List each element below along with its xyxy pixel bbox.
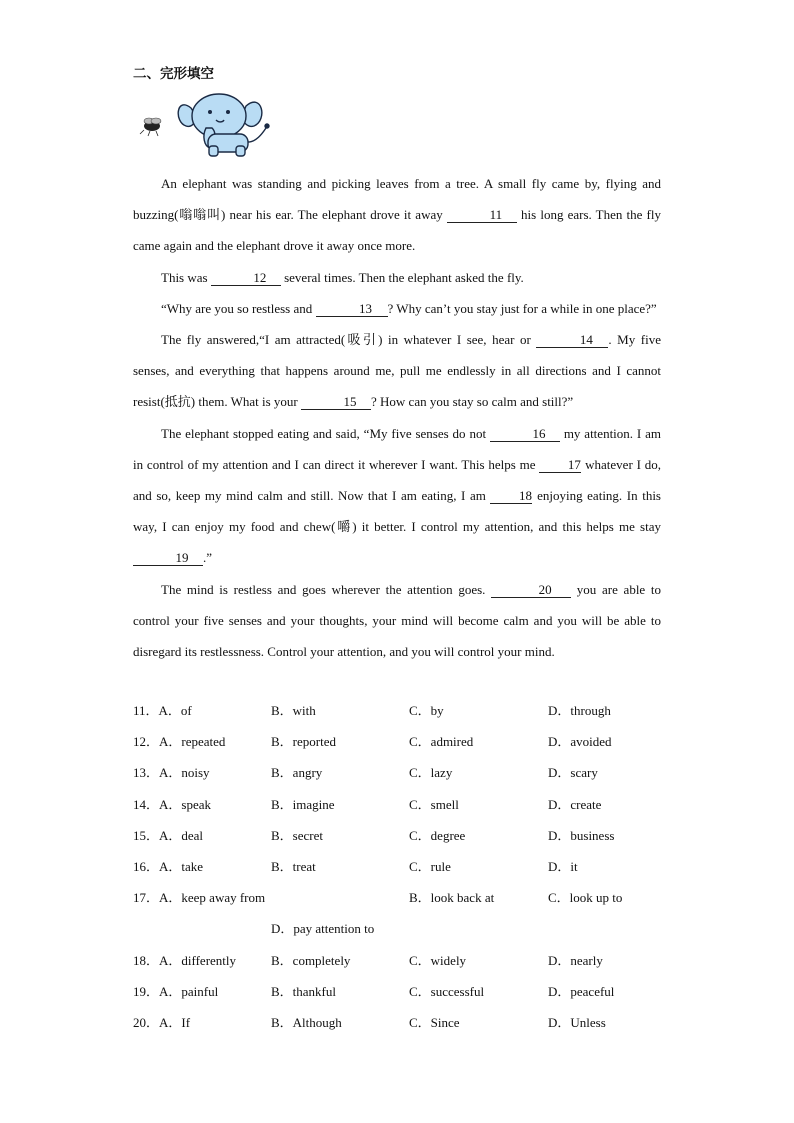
option-d[interactable]: D．peaceful [548, 983, 615, 999]
question-row [133, 1010, 693, 1041]
passage-paragraph: An elephant was standing and picking leaves from a tree. A small fly came by, flying and buzzing(嗡嗡叫) near his ear. The elephant drove it away 11 his long ears. Then the fly came again and the elephant drove it away once more. [133, 176, 661, 254]
elephant-fly-illustration [136, 86, 276, 160]
passage-paragraph: The mind is restless and goes wherever the attention goes. 20 you are able to control your five senses and your thoughts, your mind will become calm and you will be able to disregard its restlessness. Control your attention, and you will control your mind. [133, 581, 661, 660]
option-c[interactable]: C．degree [409, 827, 466, 843]
section-title: 二、完形填空 [133, 66, 214, 82]
option-c[interactable]: C．Since [409, 1014, 460, 1030]
option-d[interactable]: D．through [548, 703, 611, 718]
option-c[interactable]: C．by [409, 703, 444, 718]
fly-illustration [140, 118, 161, 136]
option-b[interactable]: B．angry [271, 765, 323, 781]
option-d[interactable]: D．scary [548, 765, 598, 781]
answer-options [133, 698, 693, 1041]
option-a[interactable]: 16．A．take [133, 858, 204, 874]
option-a[interactable]: 19．A．painful [133, 983, 219, 999]
option-c[interactable]: C．smell [409, 796, 459, 812]
blank-13: 13 [316, 301, 388, 317]
question-row [133, 916, 693, 947]
blank-17: 17 [539, 457, 581, 473]
option-a[interactable]: 20．A．If [133, 1014, 191, 1030]
question-row [133, 760, 693, 791]
question-row [133, 729, 693, 760]
question-row [133, 698, 693, 729]
blank-20: 20 [491, 582, 571, 598]
cloze-passage [133, 168, 661, 667]
option-c[interactable]: C．admired [409, 734, 474, 750]
elephant-illustration [178, 94, 269, 156]
option-d[interactable]: D．create [548, 796, 602, 812]
question-row [133, 854, 693, 885]
blank-14: 14 [536, 332, 608, 348]
option-c[interactable]: C．lazy [409, 765, 453, 781]
option-b[interactable]: B．with [271, 703, 316, 718]
blank-15: 15 [301, 394, 371, 410]
passage-paragraph: This was 12 several times. Then the elephant asked the fly. [161, 269, 524, 285]
option-c[interactable]: C．look up to [548, 890, 623, 906]
option-b[interactable]: B．thankful [271, 983, 336, 999]
passage-paragraph: “Why are you so restless and 13 ? Why can’t you stay just for a while in one place?” [161, 300, 657, 316]
option-d[interactable]: D．pay attention to [271, 921, 375, 937]
option-b[interactable]: B．imagine [271, 796, 335, 812]
question-row [133, 792, 693, 823]
question-row [133, 948, 693, 979]
option-a[interactable]: 11．A．of [133, 703, 192, 718]
passage-paragraph: The fly answered,“I am attracted(吸引) in whatever I see, hear or 14 . My five senses, and everything that happens around me, pull me endlessly in all directions and I cannot resist(抵抗) them. What is your 15 ? How can you stay so calm and still?” [133, 332, 662, 410]
question-row [133, 979, 693, 1010]
option-b[interactable]: B．Although [271, 1014, 342, 1030]
option-b[interactable]: B．secret [271, 827, 323, 843]
option-a[interactable]: 17．A．keep away from [133, 890, 266, 906]
question-row [133, 823, 693, 854]
passage-paragraph: The elephant stopped eating and said, “My five senses do not 16 my attention. I am in control of my attention and I can direct it wherever I want. This helps me 17 whatever I do, and so, keep my mind calm and still. Now that I am eating, I am 18 enjoying eating. In this way, I can enjoy my food and chew(嚼) it better. I control my attention, and this helps me stay 19 .” [133, 425, 662, 566]
option-b[interactable]: B．treat [271, 858, 316, 874]
blank-19: 19 [133, 550, 203, 566]
option-a[interactable]: 15．A．deal [133, 827, 204, 843]
blank-11: 11 [447, 207, 517, 223]
option-a[interactable]: 13．A．noisy [133, 765, 210, 781]
option-b[interactable]: B．reported [271, 734, 336, 750]
option-c[interactable]: C．widely [409, 952, 467, 968]
option-a[interactable]: 14．A．speak [133, 796, 211, 812]
option-d[interactable]: D．business [548, 827, 615, 843]
blank-12: 12 [211, 270, 281, 286]
option-c[interactable]: C．successful [409, 983, 485, 999]
blank-18: 18 [490, 488, 532, 504]
option-c[interactable]: C．rule [409, 858, 451, 874]
option-a[interactable]: 18．A．differently [133, 952, 237, 968]
blank-16: 16 [490, 426, 560, 442]
option-d[interactable]: D．avoided [548, 734, 612, 750]
option-b[interactable]: B．completely [271, 952, 351, 968]
option-d[interactable]: D．Unless [548, 1014, 606, 1030]
option-b[interactable]: B．look back at [409, 890, 495, 906]
option-d[interactable]: D．nearly [548, 952, 603, 968]
option-d[interactable]: D．it [548, 858, 578, 874]
question-row [133, 885, 693, 916]
option-a[interactable]: 12．A．repeated [133, 734, 226, 750]
